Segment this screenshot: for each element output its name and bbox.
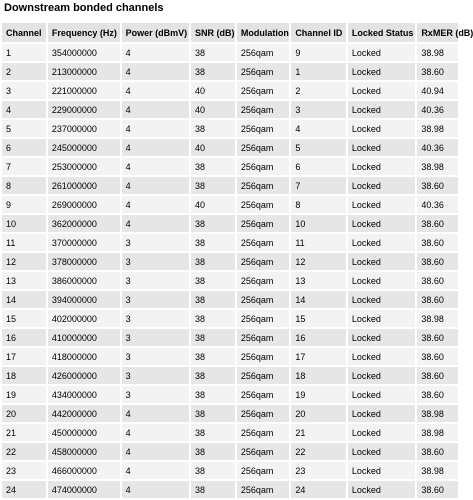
cell-modulation: 256qam (237, 272, 289, 289)
cell-power: 4 (122, 44, 189, 61)
cell-channel: 9 (2, 196, 46, 213)
cell-modulation: 256qam (237, 101, 289, 118)
cell-channel: 6 (2, 139, 46, 156)
cell-power: 4 (122, 63, 189, 80)
header-frequency: Frequency (Hz) (48, 23, 120, 42)
cell-channel: 8 (2, 177, 46, 194)
cell-snr: 38 (191, 234, 235, 251)
cell-rxmer: 40.36 (417, 101, 458, 118)
cell-channel-id: 10 (291, 215, 346, 232)
cell-frequency: 426000000 (48, 367, 120, 384)
cell-locked-status: Locked (348, 139, 415, 156)
cell-locked-status: Locked (348, 481, 415, 498)
cell-locked-status: Locked (348, 348, 415, 365)
table-row (2, 234, 458, 251)
table-row (2, 405, 458, 422)
cell-snr: 38 (191, 329, 235, 346)
cell-locked-status: Locked (348, 462, 415, 479)
cell-modulation: 256qam (237, 348, 289, 365)
cell-channel-id: 4 (291, 120, 346, 137)
cell-snr: 38 (191, 405, 235, 422)
table-row (2, 481, 458, 498)
header-snr: SNR (dB) (191, 23, 235, 42)
cell-channel-id: 14 (291, 291, 346, 308)
table-row (2, 291, 458, 308)
cell-channel: 5 (2, 120, 46, 137)
cell-frequency: 370000000 (48, 234, 120, 251)
cell-rxmer: 38.98 (417, 158, 458, 175)
cell-channel: 23 (2, 462, 46, 479)
cell-frequency: 450000000 (48, 424, 120, 441)
cell-channel-id: 3 (291, 101, 346, 118)
cell-power: 3 (122, 234, 189, 251)
cell-power: 4 (122, 177, 189, 194)
cell-snr: 40 (191, 82, 235, 99)
cell-modulation: 256qam (237, 443, 289, 460)
header-channel: Channel (2, 23, 46, 42)
cell-locked-status: Locked (348, 44, 415, 61)
downstream-channels-table (0, 21, 473, 500)
cell-modulation: 256qam (237, 158, 289, 175)
cell-frequency: 434000000 (48, 386, 120, 403)
cell-rxmer: 40.36 (417, 139, 458, 156)
cell-power: 4 (122, 196, 189, 213)
cell-channel: 22 (2, 443, 46, 460)
table-row (2, 120, 458, 137)
cell-power: 4 (122, 215, 189, 232)
cell-power: 4 (122, 405, 189, 422)
cell-frequency: 229000000 (48, 101, 120, 118)
cell-modulation: 256qam (237, 424, 289, 441)
table-row (2, 329, 458, 346)
cell-channel-id: 24 (291, 481, 346, 498)
header-power: Power (dBmV) (122, 23, 189, 42)
cell-channel: 20 (2, 405, 46, 422)
cell-snr: 38 (191, 481, 235, 498)
cell-frequency: 221000000 (48, 82, 120, 99)
cell-modulation: 256qam (237, 139, 289, 156)
cell-channel-id: 16 (291, 329, 346, 346)
cell-locked-status: Locked (348, 177, 415, 194)
cell-power: 4 (122, 158, 189, 175)
cell-channel-id: 15 (291, 310, 346, 327)
table-row (2, 215, 458, 232)
cell-channel: 1 (2, 44, 46, 61)
cell-locked-status: Locked (348, 63, 415, 80)
cell-snr: 38 (191, 215, 235, 232)
cell-channel: 4 (2, 101, 46, 118)
cell-channel-id: 21 (291, 424, 346, 441)
cell-snr: 38 (191, 177, 235, 194)
cell-channel-id: 22 (291, 443, 346, 460)
cell-channel: 18 (2, 367, 46, 384)
cell-channel: 7 (2, 158, 46, 175)
cell-rxmer: 38.60 (417, 348, 458, 365)
cell-modulation: 256qam (237, 386, 289, 403)
cell-rxmer: 38.60 (417, 443, 458, 460)
cell-power: 4 (122, 120, 189, 137)
cell-snr: 38 (191, 443, 235, 460)
cell-snr: 40 (191, 196, 235, 213)
cell-rxmer: 38.98 (417, 310, 458, 327)
cell-modulation: 256qam (237, 82, 289, 99)
cell-channel: 17 (2, 348, 46, 365)
cell-channel-id: 2 (291, 82, 346, 99)
downstream-channels-table-container (0, 21, 473, 495)
cell-modulation: 256qam (237, 120, 289, 137)
cell-snr: 38 (191, 367, 235, 384)
cell-modulation: 256qam (237, 253, 289, 270)
cell-modulation: 256qam (237, 44, 289, 61)
cell-frequency: 261000000 (48, 177, 120, 194)
cell-channel: 14 (2, 291, 46, 308)
header-channel-id: Channel ID (291, 23, 346, 42)
cell-rxmer: 38.60 (417, 253, 458, 270)
cell-channel-id: 18 (291, 367, 346, 384)
cell-locked-status: Locked (348, 272, 415, 289)
cell-snr: 38 (191, 462, 235, 479)
cell-rxmer: 38.60 (417, 329, 458, 346)
cell-rxmer: 38.60 (417, 177, 458, 194)
cell-power: 3 (122, 367, 189, 384)
cell-rxmer: 38.98 (417, 44, 458, 61)
cell-power: 4 (122, 139, 189, 156)
cell-locked-status: Locked (348, 367, 415, 384)
cell-channel: 21 (2, 424, 46, 441)
cell-power: 4 (122, 101, 189, 118)
cell-channel-id: 9 (291, 44, 346, 61)
cell-modulation: 256qam (237, 291, 289, 308)
cell-channel: 13 (2, 272, 46, 289)
cell-frequency: 394000000 (48, 291, 120, 308)
cell-frequency: 402000000 (48, 310, 120, 327)
cell-rxmer: 40.94 (417, 82, 458, 99)
cell-power: 3 (122, 253, 189, 270)
section-title: Downstream bonded channels (4, 2, 164, 14)
cell-snr: 38 (191, 272, 235, 289)
cell-frequency: 386000000 (48, 272, 120, 289)
table-header-row (2, 23, 458, 42)
cell-channel: 12 (2, 253, 46, 270)
cell-locked-status: Locked (348, 291, 415, 308)
table-row (2, 424, 458, 441)
table-row (2, 177, 458, 194)
table-body (2, 44, 458, 498)
cell-locked-status: Locked (348, 405, 415, 422)
table-row (2, 253, 458, 270)
cell-channel-id: 19 (291, 386, 346, 403)
cell-power: 3 (122, 348, 189, 365)
cell-channel-id: 11 (291, 234, 346, 251)
cell-power: 3 (122, 310, 189, 327)
cell-channel-id: 7 (291, 177, 346, 194)
cell-rxmer: 38.60 (417, 367, 458, 384)
cell-rxmer: 38.98 (417, 462, 458, 479)
cell-channel-id: 13 (291, 272, 346, 289)
cell-frequency: 253000000 (48, 158, 120, 175)
cell-channel: 24 (2, 481, 46, 498)
cell-snr: 38 (191, 44, 235, 61)
cell-channel-id: 6 (291, 158, 346, 175)
table-row (2, 63, 458, 80)
cell-modulation: 256qam (237, 405, 289, 422)
cell-channel-id: 23 (291, 462, 346, 479)
table-row (2, 196, 458, 213)
cell-rxmer: 38.98 (417, 424, 458, 441)
cell-frequency: 237000000 (48, 120, 120, 137)
cell-snr: 38 (191, 348, 235, 365)
cell-modulation: 256qam (237, 63, 289, 80)
cell-snr: 38 (191, 158, 235, 175)
table-row (2, 101, 458, 118)
cell-rxmer: 38.60 (417, 215, 458, 232)
cell-power: 4 (122, 462, 189, 479)
cell-channel: 3 (2, 82, 46, 99)
cell-rxmer: 38.60 (417, 63, 458, 80)
cell-modulation: 256qam (237, 234, 289, 251)
cell-snr: 38 (191, 386, 235, 403)
cell-power: 4 (122, 481, 189, 498)
table-row (2, 158, 458, 175)
cell-locked-status: Locked (348, 196, 415, 213)
table-row (2, 310, 458, 327)
cell-modulation: 256qam (237, 196, 289, 213)
cell-snr: 38 (191, 63, 235, 80)
cell-snr: 38 (191, 120, 235, 137)
cell-locked-status: Locked (348, 310, 415, 327)
cell-rxmer: 38.98 (417, 120, 458, 137)
cell-power: 4 (122, 443, 189, 460)
cell-power: 3 (122, 291, 189, 308)
cell-rxmer: 38.60 (417, 291, 458, 308)
cell-frequency: 354000000 (48, 44, 120, 61)
cell-frequency: 442000000 (48, 405, 120, 422)
cell-frequency: 458000000 (48, 443, 120, 460)
cell-channel: 11 (2, 234, 46, 251)
cell-channel-id: 20 (291, 405, 346, 422)
table-row (2, 386, 458, 403)
cell-channel-id: 8 (291, 196, 346, 213)
cell-modulation: 256qam (237, 215, 289, 232)
cell-locked-status: Locked (348, 215, 415, 232)
cell-rxmer: 38.98 (417, 405, 458, 422)
cell-channel: 16 (2, 329, 46, 346)
cell-power: 4 (122, 424, 189, 441)
cell-snr: 38 (191, 291, 235, 308)
header-modulation: Modulation (237, 23, 289, 42)
cell-locked-status: Locked (348, 82, 415, 99)
cell-frequency: 474000000 (48, 481, 120, 498)
cell-frequency: 418000000 (48, 348, 120, 365)
cell-frequency: 410000000 (48, 329, 120, 346)
cell-channel: 10 (2, 215, 46, 232)
cell-snr: 40 (191, 139, 235, 156)
table-row (2, 348, 458, 365)
cell-snr: 38 (191, 310, 235, 327)
cell-modulation: 256qam (237, 177, 289, 194)
cell-locked-status: Locked (348, 443, 415, 460)
cell-rxmer: 40.36 (417, 196, 458, 213)
cell-snr: 38 (191, 253, 235, 270)
cell-modulation: 256qam (237, 481, 289, 498)
cell-power: 4 (122, 82, 189, 99)
cell-snr: 38 (191, 424, 235, 441)
cell-locked-status: Locked (348, 329, 415, 346)
table-row (2, 367, 458, 384)
cell-locked-status: Locked (348, 386, 415, 403)
cell-frequency: 378000000 (48, 253, 120, 270)
cell-channel-id: 1 (291, 63, 346, 80)
cell-channel-id: 5 (291, 139, 346, 156)
cell-modulation: 256qam (237, 367, 289, 384)
cell-frequency: 466000000 (48, 462, 120, 479)
cell-channel: 19 (2, 386, 46, 403)
cell-rxmer: 38.60 (417, 481, 458, 498)
cell-power: 3 (122, 329, 189, 346)
cell-frequency: 213000000 (48, 63, 120, 80)
cell-locked-status: Locked (348, 101, 415, 118)
cell-rxmer: 38.60 (417, 272, 458, 289)
cell-locked-status: Locked (348, 253, 415, 270)
cell-snr: 40 (191, 101, 235, 118)
cell-locked-status: Locked (348, 158, 415, 175)
cell-power: 3 (122, 272, 189, 289)
header-locked-status: Locked Status (348, 23, 415, 42)
cell-locked-status: Locked (348, 120, 415, 137)
table-row (2, 272, 458, 289)
cell-locked-status: Locked (348, 234, 415, 251)
cell-modulation: 256qam (237, 462, 289, 479)
cell-channel: 15 (2, 310, 46, 327)
cell-frequency: 269000000 (48, 196, 120, 213)
cell-frequency: 245000000 (48, 139, 120, 156)
cell-frequency: 362000000 (48, 215, 120, 232)
cell-rxmer: 38.60 (417, 386, 458, 403)
table-row (2, 44, 458, 61)
cell-modulation: 256qam (237, 310, 289, 327)
cell-power: 3 (122, 386, 189, 403)
header-rxmer: RxMER (dB) (417, 23, 458, 42)
table-row (2, 443, 458, 460)
cell-locked-status: Locked (348, 424, 415, 441)
cell-channel-id: 12 (291, 253, 346, 270)
table-row (2, 139, 458, 156)
cell-rxmer: 38.60 (417, 234, 458, 251)
cell-modulation: 256qam (237, 329, 289, 346)
table-row (2, 82, 458, 99)
cell-channel-id: 17 (291, 348, 346, 365)
table-row (2, 462, 458, 479)
cell-channel: 2 (2, 63, 46, 80)
